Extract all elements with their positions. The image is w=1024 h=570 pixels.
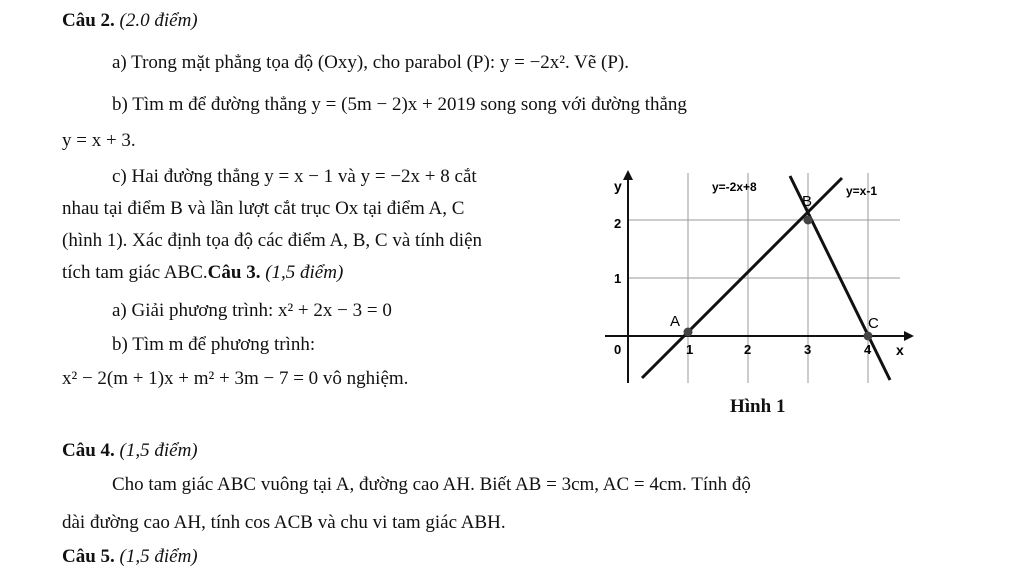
point-b-label: B	[802, 193, 813, 210]
x-axis-arrow	[904, 331, 914, 341]
figure-graph	[600, 168, 930, 418]
y-axis-arrow	[623, 170, 633, 180]
q3-part-b-line2: x² − 2(m + 1)x + m² + 3m − 7 = 0 vô nghiệm.	[62, 368, 409, 389]
q4-heading-label: Câu 4.	[62, 440, 115, 461]
y-axis-label: y	[614, 178, 622, 194]
x-tick-label: 2	[744, 342, 752, 357]
q4-heading	[62, 438, 198, 464]
q2-part-b-line2: y = x + 3.	[62, 130, 136, 151]
line2-label: y=x-1	[846, 184, 878, 198]
q3-part-a: a) Giải phương trình: x² + 2x − 3 = 0	[112, 300, 392, 321]
q2-part-c-line1: c) Hai đường thẳng y = x − 1 và y = −2x + 8 cắt	[112, 166, 477, 187]
point-a-marker	[684, 328, 693, 337]
q2-points: (2.0 điểm)	[119, 10, 198, 31]
point-a-label: A	[670, 313, 681, 330]
q5-points: (1,5 điểm)	[119, 546, 198, 567]
x-tick-label: 4	[864, 342, 872, 357]
q2-part-b-line1: b) Tìm m để đường thẳng y = (5m − 2)x + 2019 song song với đường thẳng	[112, 94, 687, 115]
y-tick-label: 2	[614, 216, 622, 231]
q2-heading-label: Câu 2.	[62, 10, 115, 31]
q4-text-line1: Cho tam giác ABC vuông tại A, đường cao AH. Biết AB = 3cm, AC = 4cm. Tính độ	[112, 474, 751, 495]
q3-part-b-line1: b) Tìm m để phương trình:	[112, 334, 316, 355]
q5-heading	[62, 544, 198, 570]
x-tick-label: 3	[804, 342, 812, 357]
q3-heading-label: Câu 3.	[207, 262, 261, 283]
origin-label: 0	[614, 342, 622, 357]
q4-text-line2: dài đường cao AH, tính cos ACB và chu vi tam giác ABH.	[62, 512, 506, 533]
q5-heading-label: Câu 5.	[62, 546, 115, 567]
point-b-marker	[804, 216, 813, 225]
q2-part-c-line3: (hình 1). Xác định tọa độ các điểm A, B, C và tính diện	[62, 230, 483, 251]
q2-part-a: a) Trong mặt phẳng tọa độ (Oxy), cho parabol (P): y = −2x². Vẽ (P).	[112, 52, 630, 73]
y-tick-label: 1	[614, 271, 622, 286]
point-c-marker	[864, 332, 873, 341]
q2-heading	[62, 8, 198, 34]
x-axis-label: x	[896, 342, 904, 358]
x-tick-label: 1	[686, 342, 694, 357]
q2-part-c-line4	[62, 260, 343, 286]
q3-points: (1,5 điểm)	[265, 262, 344, 283]
line1-label: y=-2x+8	[712, 180, 757, 194]
q2-part-c-text: tích tam giác ABC.	[62, 262, 208, 283]
figure-caption: Hình 1	[730, 396, 786, 417]
q2-part-c-line2: nhau tại điểm B và lần lượt cắt trục Ox tại điểm A, C	[62, 198, 465, 219]
point-c-label: C	[868, 315, 879, 332]
q4-points: (1,5 điểm)	[119, 440, 198, 461]
